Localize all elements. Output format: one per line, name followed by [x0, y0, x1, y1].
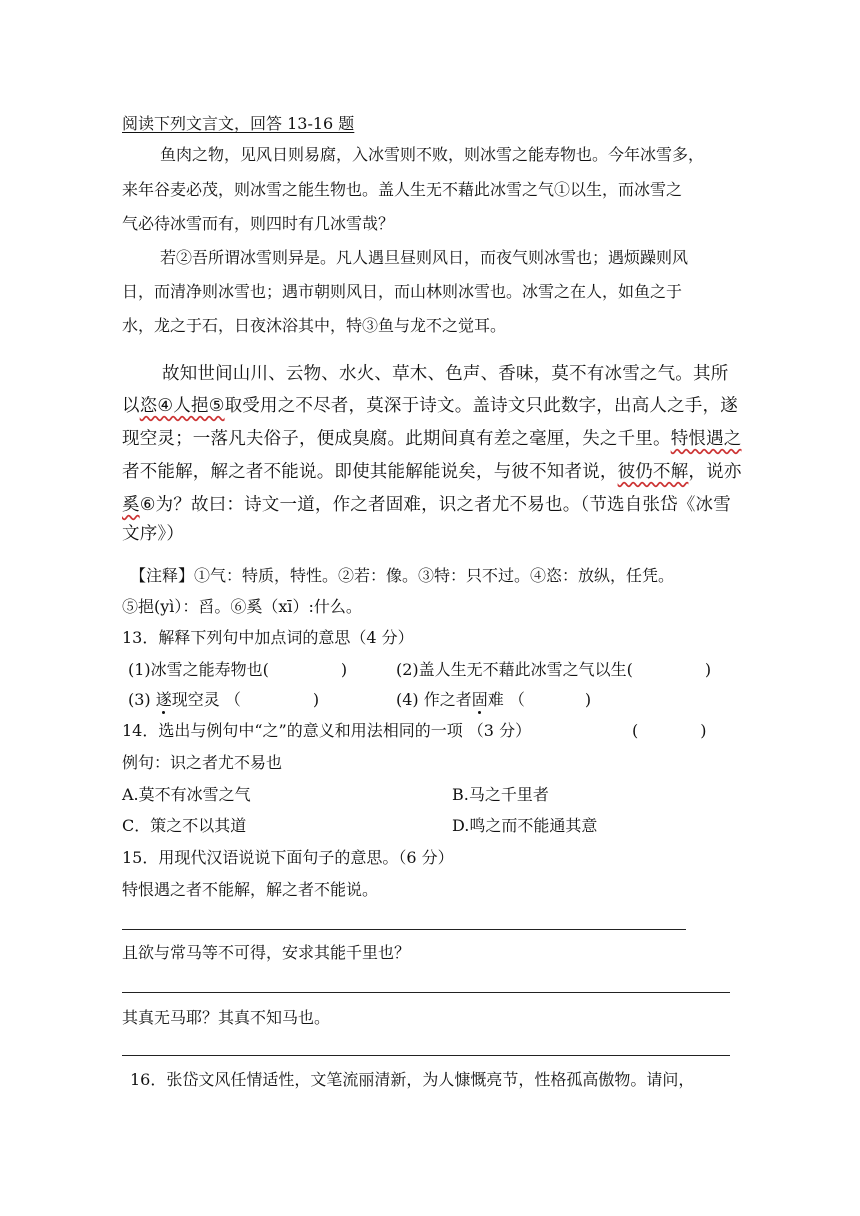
passage-line: 气必待冰雪而有，则四时有几冰雪哉？	[122, 214, 395, 233]
answer-line[interactable]	[122, 1055, 730, 1056]
answer-line[interactable]	[122, 992, 730, 993]
scanned-passage-line: 故知世间山川、云物、水火、草木、色声、香味，莫不有冰雪之气。其所	[162, 364, 729, 384]
passage-line: 鱼肉之物，见风日则易腐，入冰雪则不败，则冰雪之能寿物也。今年冰雪多，	[160, 145, 705, 164]
annotation-line: 【注释】①气：特质，特性。②若：像。③特：只不过。④恣：放纵，任凭。	[130, 566, 675, 585]
scanned-passage-line: 现空灵；一落凡夫俗子，便成臭腐。此期间真有差之毫厘，失之千里。特恨遇之	[122, 429, 742, 449]
passage-line: 日，而清净则冰雪也；遇市朝则风日，而山林则冰雪也。冰雪之在人，如鱼之于	[122, 282, 683, 301]
q15-sentence-3: 其真无马耶？其真不知马也。	[122, 1008, 331, 1027]
q14-option-d: D.鸣之而不能通其意	[452, 816, 598, 835]
scanned-passage-line: 以恣④人挹⑤取受用之不尽者，莫深于诗文。盖诗文只此数字，出高人之手，遂	[122, 396, 738, 416]
annotation-line: ⑤挹(yì）：舀。⑥奚（xī）:什么。	[122, 597, 362, 616]
passage-line: 若②吾所谓冰雪则异是。凡人遇旦昼则风日，而夜气则冰雪也；遇烦躁则风	[160, 248, 689, 267]
q14-option-b: B.马之千里者	[452, 785, 549, 804]
question-15: 15．用现代汉语说说下面句子的意思。（6 分）	[122, 848, 454, 867]
q14-option-a: A.莫不有冰雪之气	[122, 785, 251, 804]
q14-example: 例句：识之者尤不易也	[122, 753, 283, 772]
scanned-passage-line: 奚⑥为？故曰：诗文一道，作之者固难，识之者尤不易也。（节选自张岱《冰雪	[122, 495, 731, 515]
q15-sentence-1: 特恨遇之者不能解，解之者不能说。	[122, 880, 379, 899]
question-14: 14．选出与例句中“之”的意义和用法相同的一项 （3 分）	[122, 721, 532, 740]
scanned-passage-line: 文序》）	[122, 524, 185, 544]
q13-item-4: (4) 作之者固难 （ )	[396, 690, 592, 709]
answer-line[interactable]	[122, 929, 686, 930]
q14-answer-blank: ( )	[632, 721, 707, 740]
q14-option-c: C．策之不以其道	[122, 816, 247, 835]
question-16: 16．张岱文风任情适性，文笔流丽清新，为人慷慨亮节，性格孤高傲物。请问，	[130, 1070, 695, 1089]
scanned-passage-line: 者不能解，解之者不能说。即使其能解能说矣，与彼不知者说，彼仍不解，说亦	[122, 462, 742, 482]
q13-item-1: (1)冰雪之能寿物也( )	[128, 660, 348, 679]
question-13: 13．解释下列句中加点词的意思（4 分）	[122, 628, 414, 647]
q15-sentence-2: 且欲与常马等不可得，安求其能千里也？	[122, 943, 411, 962]
section-heading: 阅读下列文言文，回答 13-16 题	[122, 114, 355, 133]
passage-line: 来年谷麦必茂，则冰雪之能生物也。盖人生无不藉此冰雪之气①以生，而冰雪之	[122, 180, 683, 199]
passage-line: 水，龙之于石，日夜沐浴其中，特③鱼与龙不之觉耳。	[122, 316, 507, 335]
q13-item-2: (2)盖人生无不藉此冰雪之气以生( )	[396, 660, 712, 679]
q13-item-3: (3) 遂现空灵 （ )	[128, 690, 320, 709]
